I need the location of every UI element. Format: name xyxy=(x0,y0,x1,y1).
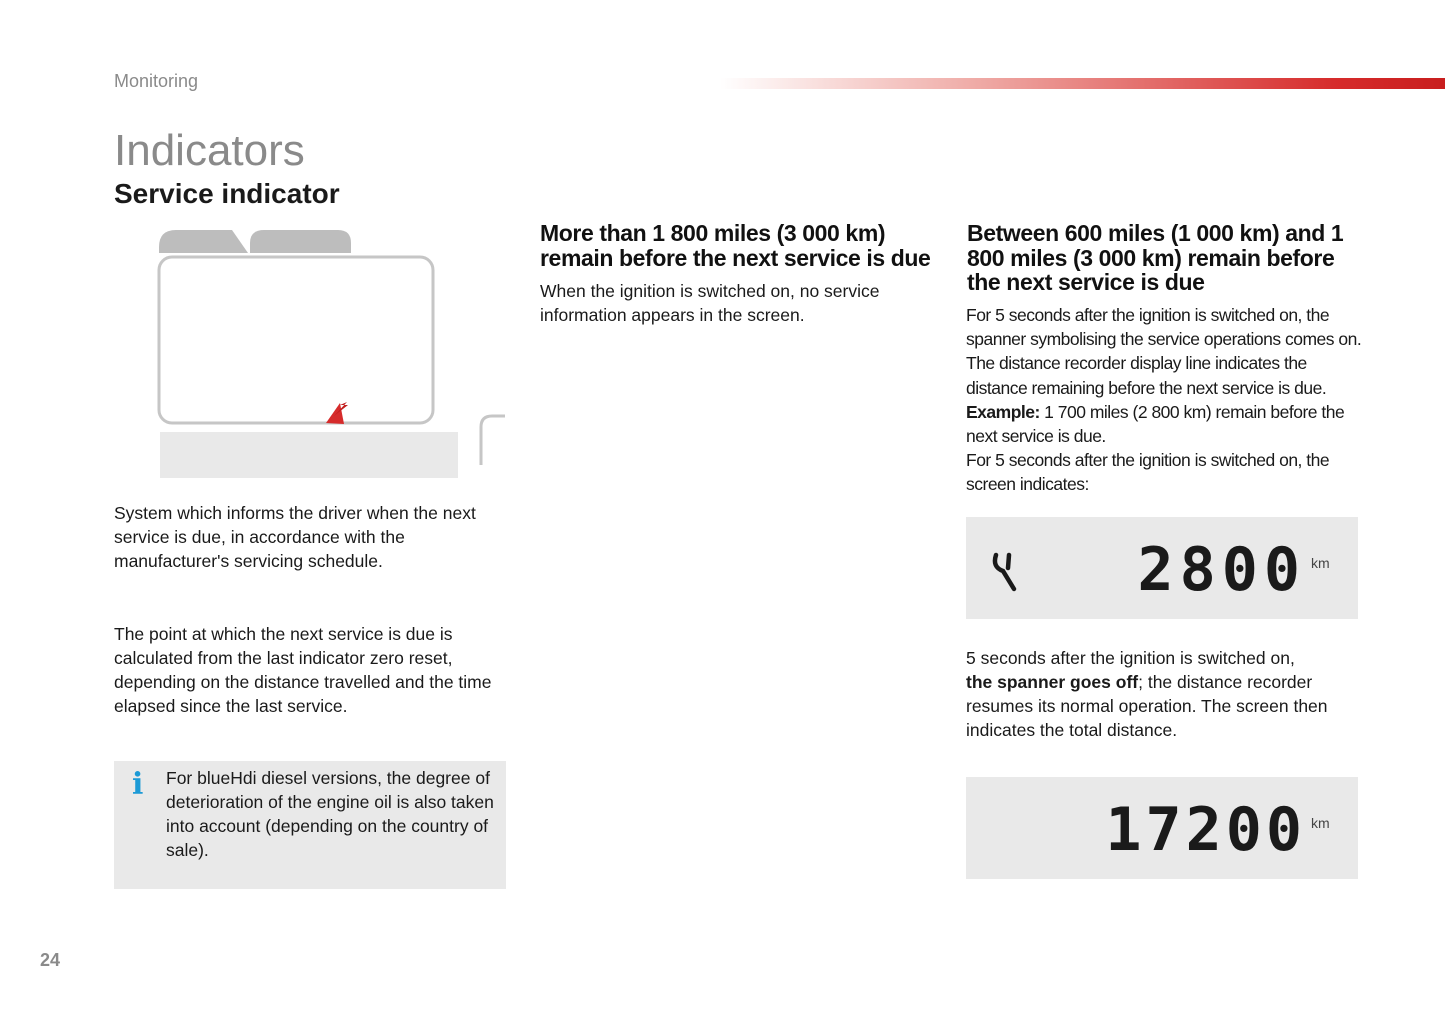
example-label: Example: xyxy=(966,401,1040,422)
right-p1: For 5 seconds after the ignition is switched on, the spanner symbolising the service operations comes on. The distance recorder display line indicates the distance remaining before the next service is due. xyxy=(966,305,1362,398)
right-paragraph xyxy=(966,303,1366,497)
header-accent-bar xyxy=(720,78,1445,89)
p3-bold: the spanner goes off xyxy=(966,672,1139,692)
instrument-panel-illustration xyxy=(150,225,510,485)
display-graphic-total xyxy=(966,777,1358,879)
page-title: Indicators xyxy=(114,126,305,175)
page-subtitle: Service indicator xyxy=(114,178,340,209)
intro-paragraph: System which informs the driver when the next service is due, in accordance with the manufacturer's servicing schedule. xyxy=(114,503,476,571)
calculation-paragraph: The point at which the next service is due is calculated from the last indicator zero reset, depending on the distance travelled and the time elapsed since the last service. xyxy=(114,624,492,716)
example-text: 1 700 miles (2 800 km) remain before the next service is due. xyxy=(966,401,1345,447)
right-paragraph-after xyxy=(966,646,1361,742)
display-unit: km xyxy=(1311,555,1330,571)
display-value-17200: 17200 xyxy=(1105,795,1306,865)
spanner-icon xyxy=(995,555,1014,589)
middle-heading: More than 1 800 miles (3 000 km) remain before the next service is due xyxy=(540,220,931,271)
right-heading: Between 600 miles (1 000 km) and 1 800 miles (3 000 km) remain before the next service is due xyxy=(967,220,1344,295)
section-title: Monitoring xyxy=(114,71,199,91)
display-unit-total: km xyxy=(1311,815,1330,831)
info-text: For blueHdi diesel versions, the degree of deterioration of the engine oil is also taken into account (depending on the country of sale). xyxy=(166,768,494,860)
info-box xyxy=(114,761,506,889)
p3-after: ; the distance recorder resumes its normal operation. The screen then indicates the total distance. xyxy=(966,672,1328,740)
display-value-2800: 2800 xyxy=(1137,535,1306,605)
display-total-distance xyxy=(966,777,1358,879)
info-icon: i xyxy=(132,767,144,802)
display-graphic xyxy=(966,517,1358,619)
right-p2: For 5 seconds after the ignition is switched on, the screen indicates: xyxy=(966,450,1330,495)
page-number: 24 xyxy=(40,950,61,970)
display-service-remaining xyxy=(966,517,1358,619)
middle-text: When the ignition is switched on, no service information appears in the screen. xyxy=(540,281,880,325)
p3-before: 5 seconds after the ignition is switched on, xyxy=(966,648,1295,668)
